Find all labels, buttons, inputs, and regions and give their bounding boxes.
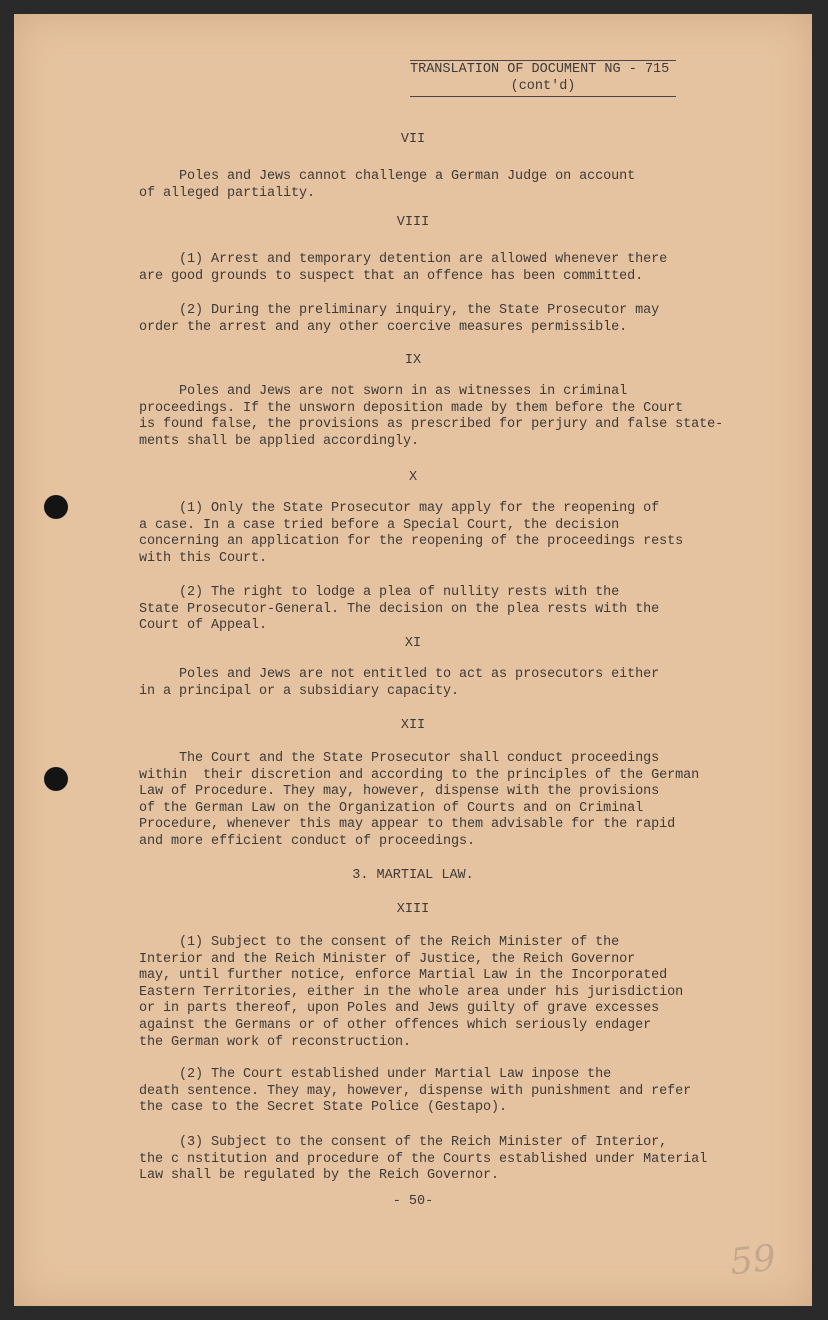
header-title: TRANSLATION OF DOCUMENT NG - 715 xyxy=(410,62,670,77)
paragraph-line: (3) Subject to the consent of the Reich Minister of Interior, xyxy=(139,1135,668,1150)
paragraph xyxy=(139,751,749,851)
header-subtitle: (cont'd) xyxy=(410,78,676,97)
paragraph-line: ments shall be applied accordingly. xyxy=(139,433,420,449)
paragraph-line: Eastern Territories, either in the whole area under his jurisdiction xyxy=(139,984,684,1000)
paragraph-line: State Prosecutor-General. The decision on the plea rests with the xyxy=(139,601,660,617)
paragraph xyxy=(139,1067,749,1117)
paragraph-line: are good grounds to suspect that an offence has been committed. xyxy=(139,268,644,284)
section-heading: VIII xyxy=(396,215,430,230)
document-header xyxy=(410,60,676,97)
paragraph-line: with this Court. xyxy=(139,550,268,566)
paragraph-line: (1) Only the State Prosecutor may apply for the reopening of xyxy=(139,501,660,516)
page-number: - 50- xyxy=(392,1194,434,1209)
paragraph-line: death sentence. They may, however, dispense with punishment and refer xyxy=(139,1083,692,1099)
paragraph-line: of alleged partiality. xyxy=(139,185,316,201)
paragraph-line: (1) Arrest and temporary detention are allowed whenever there xyxy=(139,252,668,267)
paragraph xyxy=(139,303,749,336)
paragraph xyxy=(139,252,749,285)
paragraph-line: and more efficient conduct of proceedings. xyxy=(139,833,476,849)
paragraph-line: (2) During the preliminary inquiry, the State Prosecutor may xyxy=(139,303,660,318)
paragraph-line: concerning an application for the reopening of the proceedings rests xyxy=(139,534,684,550)
punch-hole-bottom xyxy=(44,767,68,791)
paragraph-line: or in parts thereof, upon Poles and Jews guilty of grave excesses xyxy=(139,1001,660,1017)
section-heading: IX xyxy=(404,353,422,368)
section-heading: XIII xyxy=(396,902,430,917)
paragraph-line: a case. In a case tried before a Special Court, the decision xyxy=(139,517,620,533)
paragraph-line: Poles and Jews are not sworn in as witnesses in criminal xyxy=(139,384,628,399)
paragraph-line: of the German Law on the Organization of Courts and on Criminal xyxy=(139,800,644,816)
paragraph-line: Court of Appeal. xyxy=(139,618,268,634)
paragraph-line: may, until further notice, enforce Martial Law in the Incorporated xyxy=(139,968,668,984)
paragraph-line: proceedings. If the unsworn deposition made by them before the Court xyxy=(139,400,684,416)
paragraph-line: Interior and the Reich Minister of Justice, the Reich Governor xyxy=(139,951,636,967)
section-heading: 3. MARTIAL LAW. xyxy=(352,868,474,883)
paragraph-line: the German work of reconstruction. xyxy=(139,1034,412,1050)
paragraph xyxy=(139,935,749,1051)
paragraph-line: (1) Subject to the consent of the Reich Minister of the xyxy=(139,935,620,950)
paragraph xyxy=(139,169,749,202)
paragraph-line: The Court and the State Prosecutor shall conduct proceedings xyxy=(139,751,660,766)
paragraph-line: (2) The Court established under Martial Law inpose the xyxy=(139,1067,612,1082)
paragraph-line: order the arrest and any other coercive measures permissible. xyxy=(139,319,628,335)
paragraph xyxy=(139,585,749,635)
paragraph xyxy=(139,667,749,700)
paragraph-line: in a principal or a subsidiary capacity. xyxy=(139,683,460,699)
paragraph-line: Poles and Jews cannot challenge a German Judge on account xyxy=(139,169,636,184)
paragraph-line: within their discretion and according to the principles of the German xyxy=(139,767,700,783)
paragraph-line: against the Germans or of other offences which seriously endager xyxy=(139,1017,652,1033)
paragraph-line: the case to the Secret State Police (Gestapo). xyxy=(139,1100,508,1116)
section-heading: VII xyxy=(400,132,426,147)
section-heading: X xyxy=(408,470,418,485)
section-heading: XII xyxy=(400,718,426,733)
paragraph xyxy=(139,1135,749,1185)
paragraph-line: (2) The right to lodge a plea of nullity rests with the xyxy=(139,585,620,600)
paragraph-line: is found false, the provisions as prescribed for perjury and false state- xyxy=(139,417,724,433)
paragraph-line: Procedure, whenever this may appear to them advisable for the rapid xyxy=(139,817,676,833)
paragraph-line: the c nstitution and procedure of the Courts established under Material xyxy=(139,1151,708,1167)
paragraph-line: Law of Procedure. They may, however, dispense with the provisions xyxy=(139,784,660,800)
paragraph xyxy=(139,501,749,567)
punch-hole-top xyxy=(44,495,68,519)
document-page xyxy=(14,14,812,1306)
section-heading: XI xyxy=(404,636,422,651)
paragraph-line: Poles and Jews are not entitled to act as prosecutors either xyxy=(139,667,660,682)
paragraph-line: Law shall be regulated by the Reich Governor. xyxy=(139,1168,500,1184)
paragraph xyxy=(139,384,749,450)
pencil-annotation: 59 xyxy=(727,1237,778,1284)
